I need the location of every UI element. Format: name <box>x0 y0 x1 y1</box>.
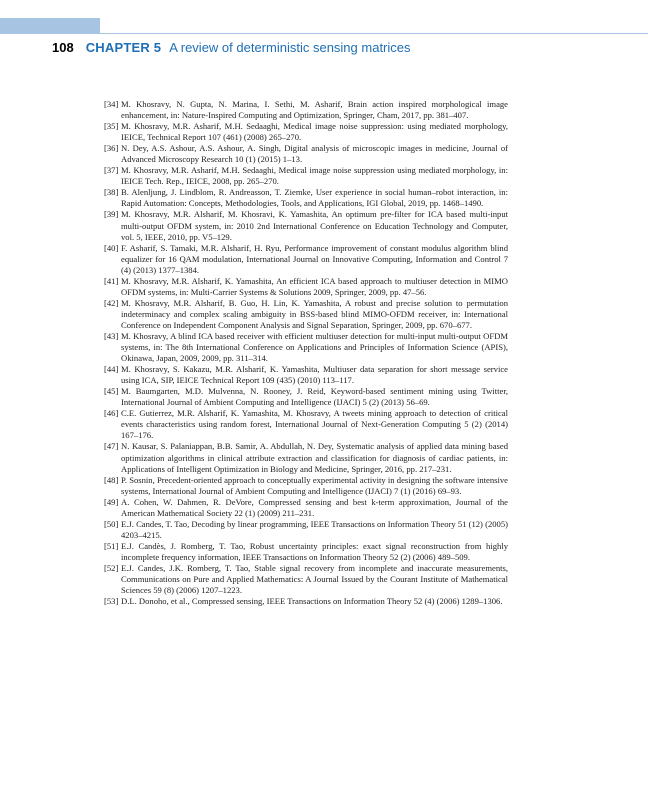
header-accent-bar <box>0 18 100 34</box>
reference-item <box>104 99 508 121</box>
reference-number: [47] <box>104 441 119 452</box>
reference-number: [37] <box>104 165 119 176</box>
reference-text: P. Sosnin, Precedent-oriented approach to conceptually experimental activity in designing the software intensive systems, International Journal of Ambient Computing and Intelligence (IJACI) 7 (1) (2016) 69–93. <box>121 474 508 496</box>
reference-item <box>104 165 508 187</box>
reference-text: M. Khosravy, S. Kakazu, M.R. Alsharif, K. Yamashita, Multiuser data separation for short message service using ICA, SIP, IEICE Technical Report 109 (435) (2010) 113–117. <box>121 364 508 386</box>
header-rule <box>100 33 648 34</box>
reference-text: M. Baumgarten, M.D. Mulvenna, N. Rooney, J. Reid, Keyword-based sentiment mining using Twitter, International Journal of Ambient Computing and Intelligence (IJACI) 5 (2) (2013) 56–69. <box>121 386 508 408</box>
reference-number: [40] <box>104 242 119 253</box>
reference-item <box>104 298 508 331</box>
reference-number: [34] <box>104 99 119 109</box>
reference-text: E.J. Candès, J. Romberg, T. Tao, Robust uncertainty principles: exact signal reconstruction from highly incomplete frequency information, IEEE Transactions on Information Theory 52 (2) (2006) 489–509. <box>121 540 508 562</box>
reference-item <box>104 121 508 143</box>
reference-item <box>104 331 508 364</box>
reference-item <box>104 596 508 607</box>
reference-text: C.E. Gutierrez, M.R. Alsharif, K. Yamashita, M. Khosravy, A tweets mining approach to detection of critical events characteristics using random forest, International Journal of Next-Generation Computing 5 (2) (2014) 167–176. <box>121 408 508 441</box>
reference-text: M. Khosravy, M.R. Alsharif, K. Yamashita, An efficient ICA based approach to multiuser detection in MIMO OFDM systems, in: Multi-Carrier Systems & Solutions 2009, Springer, 2009, pp. 47–56. <box>121 275 508 297</box>
reference-number: [38] <box>104 187 119 198</box>
reference-text: M. Khosravy, M.R. Asharif, M.H. Sedaaghi, Medical image noise suppression using mediated morphology, in: IEICE Tech. Rep., IEICE, 2008, pp. 265–270. <box>121 165 508 187</box>
reference-list <box>104 99 508 607</box>
reference-number: [41] <box>104 275 119 286</box>
reference-number: [42] <box>104 297 119 308</box>
reference-text: M. Khosravy, M.R. Alsharif, M. Khosravi, K. Yamashita, An optimum pre-filter for ICA based multi-input multi-output OFDM system, in: 2010 2nd International Conference on Education Technology and Computer, vol. 5, IEEE, 2010, pp. V5–129. <box>121 209 508 242</box>
reference-text: N. Dey, A.S. Ashour, A.S. Ashour, A. Singh, Digital analysis of microscopic images in medicine, Journal of Advanced Microscopy Research 10 (1) (2015) 1–13. <box>121 143 508 165</box>
reference-number: [43] <box>104 330 119 341</box>
reference-number: [49] <box>104 496 119 507</box>
reference-number: [46] <box>104 408 119 419</box>
reference-text: D.L. Donoho, et al., Compressed sensing, IEEE Transactions on Information Theory 52 (4) (2006) 1289–1306. <box>121 596 503 607</box>
reference-item <box>104 519 508 541</box>
reference-item <box>104 475 508 497</box>
reference-item <box>104 276 508 298</box>
running-head <box>52 40 411 56</box>
page-number: 108 <box>52 40 74 55</box>
reference-text: M. Khosravy, N. Gupta, N. Marina, I. Sethi, M. Asharif, Brain action inspired morphological image enhancement, in: Nature-Inspired Computing and Optimization, Springer, Cham, 2017, pp. 381–407. <box>121 99 508 121</box>
reference-text: B. Alenljung, J. Lindblom, R. Andreasson, T. Ziemke, User experience in social human–robot interaction, in: Rapid Automation: Concepts, Methodologies, Tools, and Applications, IGI Global, 2019, pp. 1468–1490. <box>121 187 508 209</box>
reference-number: [44] <box>104 364 119 375</box>
reference-item <box>104 243 508 276</box>
reference-text: N. Kausar, S. Palaniappan, B.B. Samir, A. Abdullah, N. Dey, Systematic analysis of applied data mining based optimization algorithms in clinical attribute extraction and classification for diagnosis of cardiac patients, in: Applications of Intelligent Optimization in Biology and Medicine, Springer, 2016, pp. 217–231. <box>121 441 508 474</box>
chapter-label: CHAPTER 5 <box>85 40 162 55</box>
reference-number: [52] <box>104 562 119 573</box>
reference-item <box>104 441 508 474</box>
reference-number: [51] <box>104 540 119 551</box>
reference-text: M. Khosravy, A blind ICA based receiver with efficient multiuser detection for multi-input multi-output OFDM systems, in: The 8th International Conference on Applications and Principles of Information Science (APIS), Okinawa, Japan, 2009, 2009, pp. 311–314. <box>121 330 508 364</box>
chapter-title: A review of deterministic sensing matrices <box>169 40 411 55</box>
reference-number: [50] <box>104 518 119 529</box>
reference-item <box>104 563 508 596</box>
reference-item <box>104 187 508 209</box>
reference-item <box>104 386 508 408</box>
reference-number: [48] <box>104 474 119 485</box>
reference-number: [35] <box>104 121 119 132</box>
reference-text: E.J. Candes, J.K. Romberg, T. Tao, Stable signal recovery from incomplete and inaccurate measurements, Communications on Pure and Applied Mathematics: A Journal Issued by the Courant Institute of Mathematical Sciences 59 (8) (2006) 1207–1223. <box>121 562 508 596</box>
reference-text: E.J. Candes, T. Tao, Decoding by linear programming, IEEE Transactions on Information Theory 51 (12) (2005) 4203–4215. <box>121 518 508 540</box>
reference-number: [45] <box>104 386 119 397</box>
reference-item <box>104 497 508 519</box>
reference-number: [36] <box>104 143 119 154</box>
reference-text: M. Khosravy, M.R. Asharif, M.H. Sedaaghi, Medical image noise suppression: using mediated morphology, IEICE, Technical Report 107 (461) (2008) 265–270. <box>121 121 508 143</box>
reference-item <box>104 143 508 165</box>
reference-text: F. Asharif, S. Tamaki, M.R. Alsharif, H. Ryu, Performance improvement of constant modulus algorithm blind equalizer for 16 QAM modulation, International Journal on Innovative Computing, Information and Control 7 (4) (2013) 1377–1384. <box>121 242 508 275</box>
reference-text: A. Cohen, W. Dahmen, R. DeVore, Compressed sensing and best k-term approximation, Journal of the American Mathematical Society 22 (1) (2009) 211–231. <box>121 496 508 518</box>
reference-item <box>104 209 508 242</box>
reference-item <box>104 408 508 441</box>
reference-number: [53] <box>104 596 119 607</box>
reference-item <box>104 541 508 563</box>
reference-number: [39] <box>104 209 119 220</box>
reference-item <box>104 364 508 386</box>
reference-text: M. Khosravy, M.R. Alsharif, B. Guo, H. Lin, K. Yamashita, A robust and precise solution to permutation indeterminacy and complex scaling ambiguity in BSS-based blind MIMO-OFDM receiver, in: International Conference on Independent Component Analysis and Signal Separation, Springer, 2009, pp. 670–677. <box>121 297 508 330</box>
